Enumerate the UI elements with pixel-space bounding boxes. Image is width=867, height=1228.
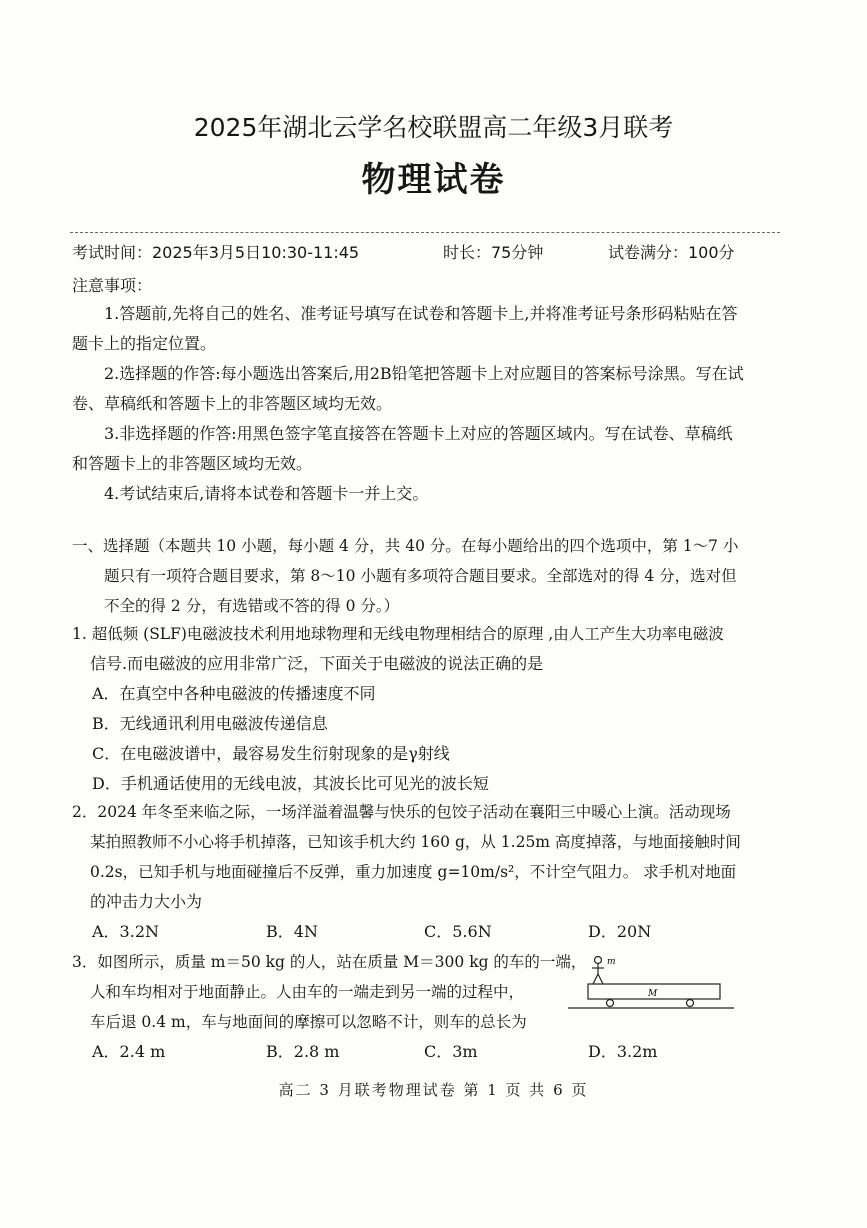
page-footer: 高二 3 月联考物理试卷 第 1 页 共 6 页 xyxy=(278,1081,589,1099)
question-stem-line: 2．2024 年冬至来临之际，一场洋溢着温馨与快乐的包饺子活动在襄阳三中暖心上演。活动现场 xyxy=(72,803,731,821)
question-option: B．2.8 m xyxy=(266,1042,340,1061)
question-option: A．2.4 m xyxy=(92,1042,166,1061)
notice-item-line: 4.考试结束后,请将本试卷和答题卡一并上交。 xyxy=(104,484,429,503)
notice-heading: 注意事项： xyxy=(72,276,153,295)
exam-time: 考试时间：2025年3月5日10:30-11:45 xyxy=(72,243,360,262)
exam-subject-title: 物理试卷 xyxy=(361,160,506,200)
question-option: B．4N xyxy=(266,922,318,941)
notice-item-line: 和答题卡上的非答题区域均无效。 xyxy=(72,454,313,473)
person-mass-label: m xyxy=(607,957,616,967)
question-option: B．无线通讯利用电磁波传递信息 xyxy=(92,714,328,733)
section-heading-line: 一、选择题（本题共 10 小题，每小题 4 分，共 40 分。在每小题给出的四个选项中，第 1～7 小 xyxy=(72,537,739,555)
question-stem-line: 车后退 0.4 m，车与地面间的摩擦可以忽略不计，则车的总长为 xyxy=(90,1013,527,1031)
question-stem-line: 的冲击力大小为 xyxy=(90,892,203,911)
section-heading-line: 题只有一项符合题目要求，第 8～10 小题有多项符合题目要求。全部选对的得 4 分，选对但 xyxy=(104,567,737,585)
exam-full-score: 试卷满分：100分 xyxy=(608,243,735,262)
question-stem-line: 1. 超低频 (SLF)电磁波技术利用地球物理和无线电物理相结合的原理 ,由人工产生大功率电磁波 xyxy=(72,625,724,643)
question-option: D．20N xyxy=(588,922,652,941)
question-option: A．3.2N xyxy=(92,922,160,941)
question-option: C．3m xyxy=(424,1042,478,1061)
cart-wheel xyxy=(687,1000,694,1007)
question-option: D．手机通话使用的无线电波，其波长比可见光的波长短 xyxy=(92,774,489,793)
exam-title: 2025年湖北云学名校联盟高二年级3月联考 xyxy=(193,113,674,142)
cart-wheel xyxy=(607,1000,614,1007)
person-cart-figure xyxy=(566,952,736,1016)
question-option: C．在电磁波谱中，最容易发生衍射现象的是γ射线 xyxy=(92,744,450,763)
person-icon xyxy=(592,957,604,985)
question-option: A．在真空中各种电磁波的传播速度不同 xyxy=(92,684,376,703)
question-stem-line: 人和车均相对于地面静止。人由车的一端走到另一端的过程中， xyxy=(90,983,525,1001)
section-heading-line: 不全的得 2 分，有选错或不答的得 0 分。） xyxy=(104,597,400,615)
header-divider xyxy=(70,232,780,233)
notice-item-line: 3.非选择题的作答:用黑色签字笔直接答在答题卡上对应的答题区域内。写在试卷、草稿纸 xyxy=(104,424,733,443)
cart-mass-label: M xyxy=(648,989,658,999)
question-stem-line: 0.2s，已知手机与地面碰撞后不反弹，重力加速度 g=10m/s²，不计空气阻力。 求手机对地面 xyxy=(90,863,737,881)
exam-duration: 时长：75分钟 xyxy=(443,243,544,262)
notice-item-line: 1.答题前,先将自己的姓名、准考证号填写在试卷和答题卡上,并将准考证号条形码粘贴在答 xyxy=(104,304,738,323)
notice-item-line: 2.选择题的作答:每小题选出答案后,用2B铅笔把答题卡上对应题目的答案标号涂黑。写在试 xyxy=(104,364,744,383)
question-option: D．3.2m xyxy=(588,1042,658,1061)
question-stem-line: 某拍照教师不小心将手机掉落，已知该手机大约 160 g，从 1.25m 高度掉落，与地面接触时间 xyxy=(90,833,741,851)
notice-item-line: 卷、草稿纸和答题卡上的非答题区域均无效。 xyxy=(72,394,393,413)
question-option: C．5.6N xyxy=(424,922,492,941)
question-stem-line: 3．如图所示，质量 m＝50 kg 的人，站在质量 M＝300 kg 的车的一端， xyxy=(72,953,587,971)
question-stem-line: 信号.而电磁波的应用非常广泛，下面关于电磁波的说法正确的是 xyxy=(90,654,544,673)
notice-item-line: 题卡上的指定位置。 xyxy=(72,334,217,353)
